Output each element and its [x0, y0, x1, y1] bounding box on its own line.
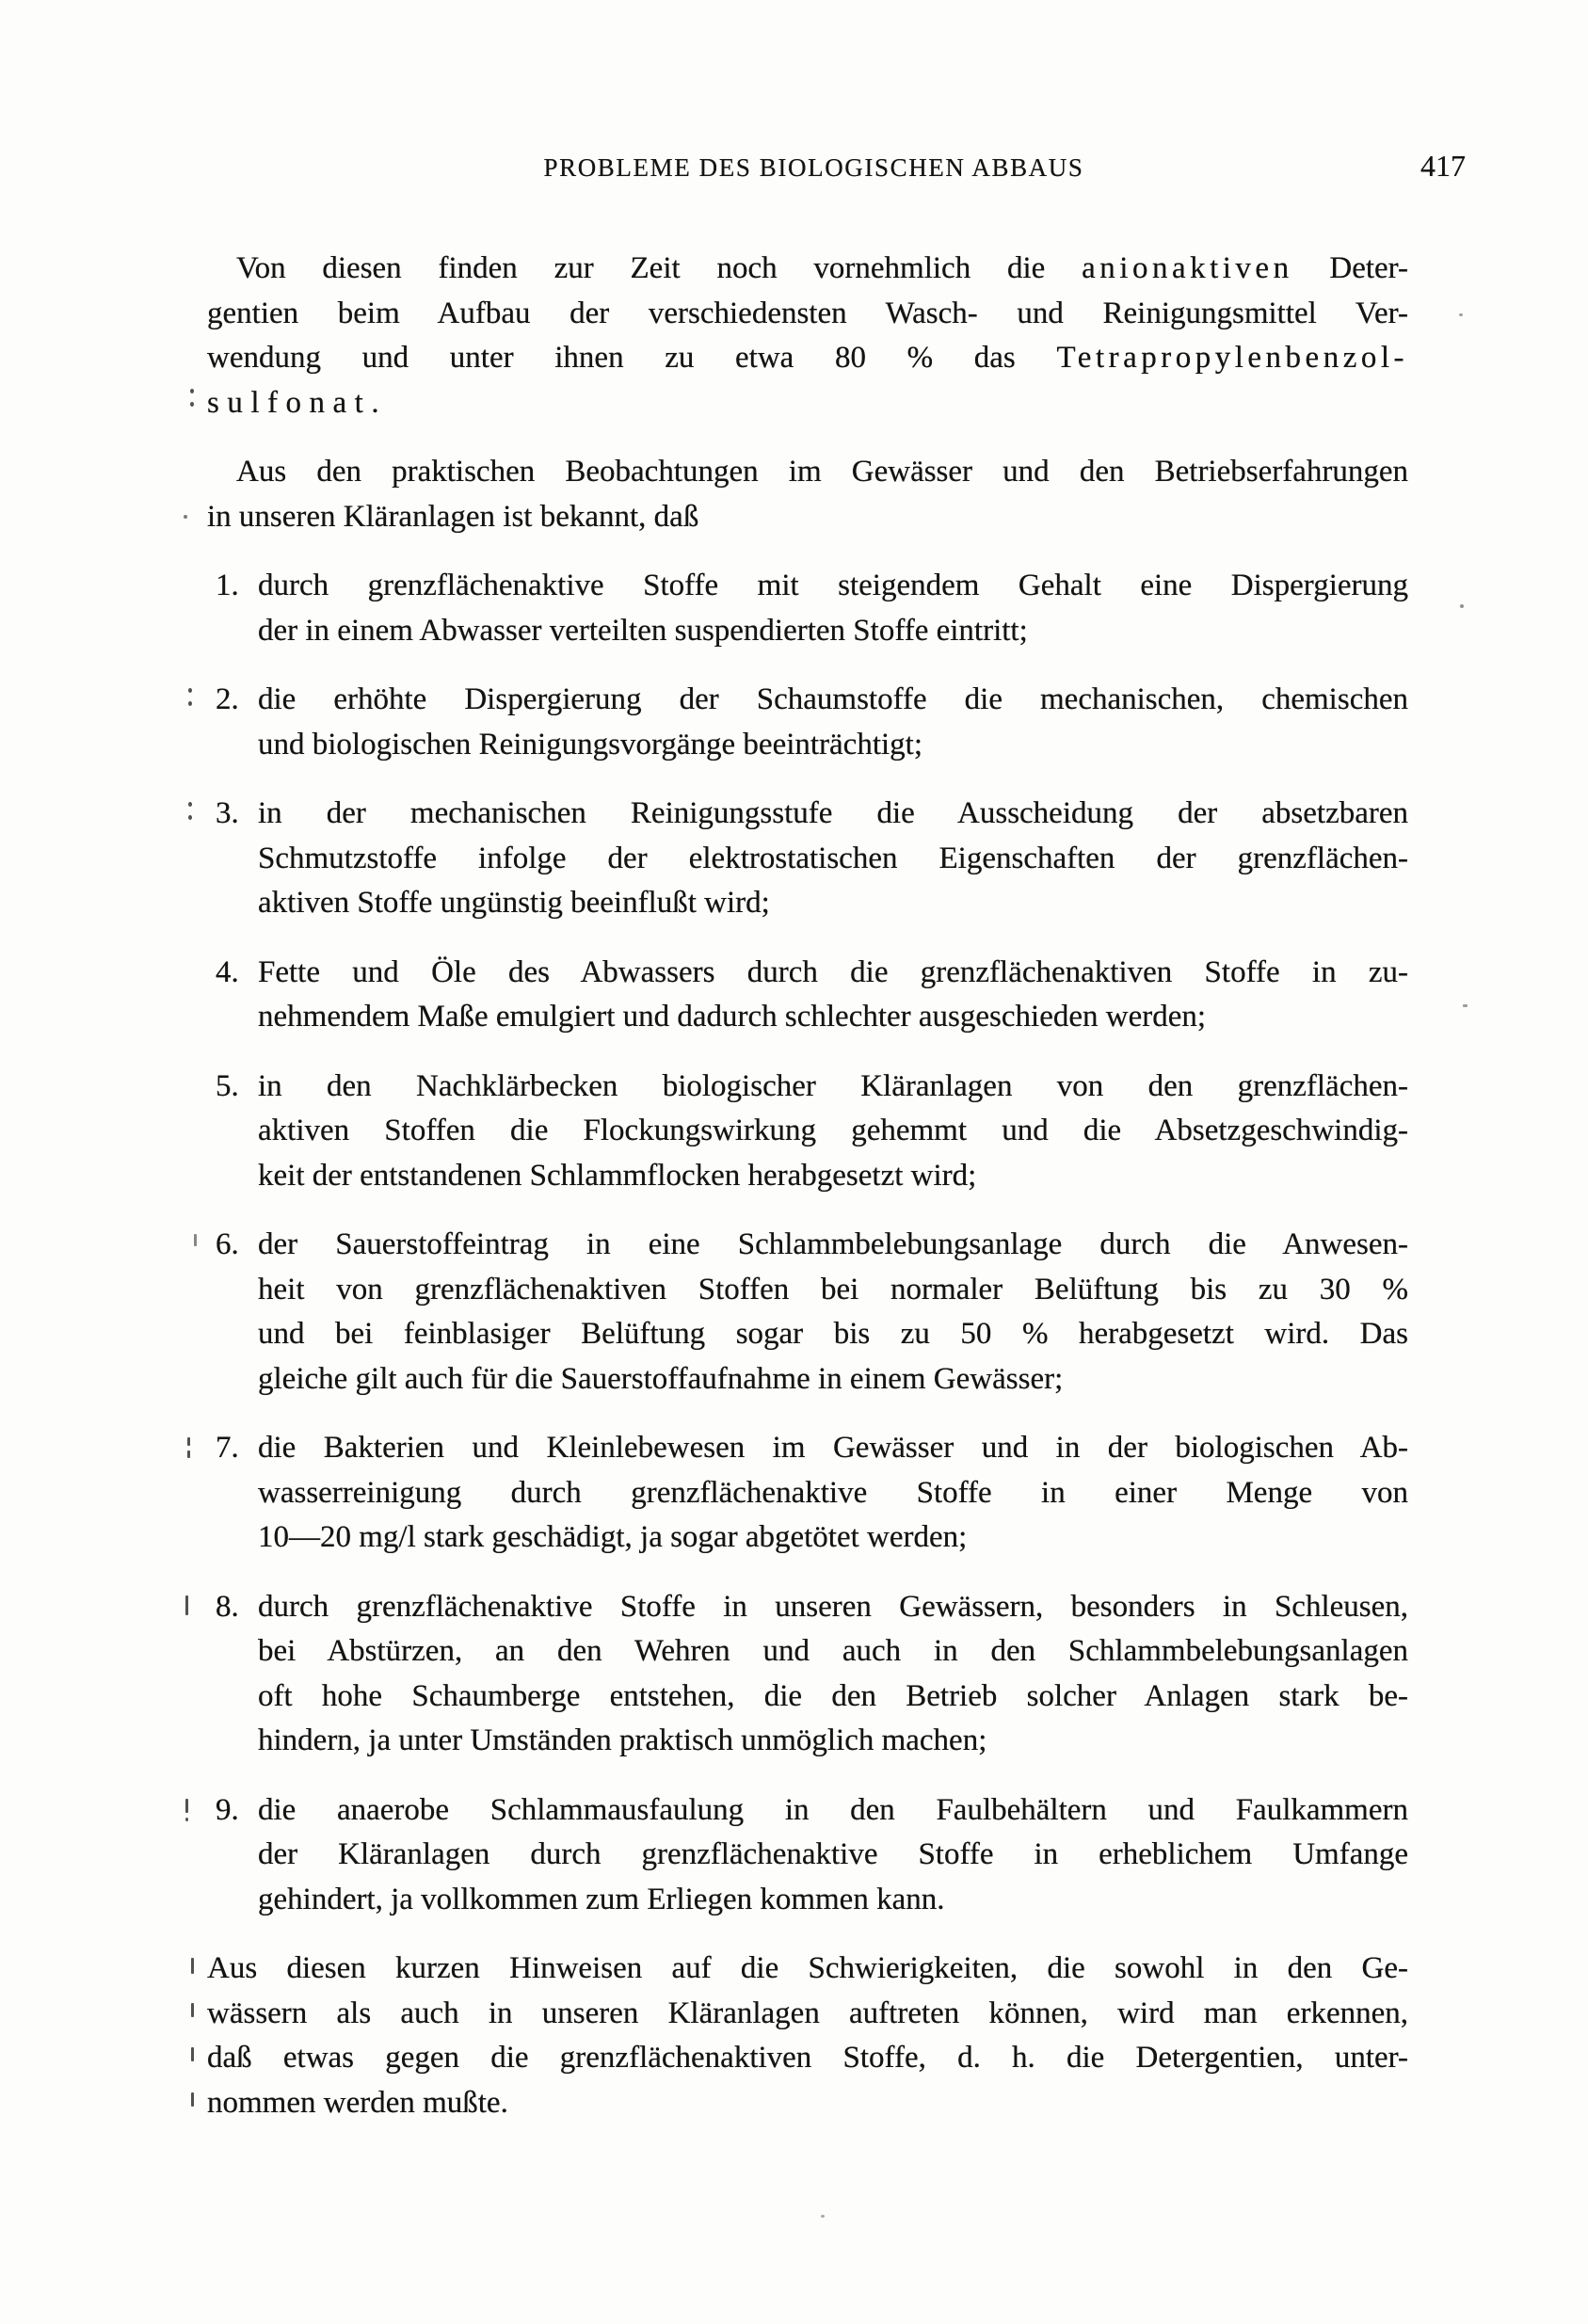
text-line: gehindert, ja vollkommen zum Erliegen kommen kann.	[258, 1882, 945, 1916]
list-item-2	[207, 678, 1408, 767]
page-body	[207, 247, 1408, 2150]
text-line: aktiven Stoffe ungünstig beeinflußt wird;	[258, 886, 770, 920]
text-line: bei Abstürzen, an den Wehren und auch in den Schlammbelebungsanlagen	[258, 1634, 1408, 1668]
page-header	[207, 149, 1466, 184]
text-line: aktiven Stoffen die Flockungswirkung gehemmt und die Absetzgeschwindig-	[258, 1114, 1408, 1147]
text-line: Fette und Öle des Abwassers durch die grenzflächenaktiven Stoffe in zu-	[258, 954, 1408, 989]
text-line: Aus den praktischen Beobachtungen im Gewässer und den Betriebserfahrungen	[236, 455, 1408, 489]
paragraph-intro	[207, 247, 1408, 425]
text-line: in der mechanischen Reinigungsstufe die Ausscheidung der absetzbaren	[258, 796, 1408, 830]
letterspaced-text: Tetrapropylenbenzol-	[1056, 341, 1408, 375]
text-line: die erhöhte Dispergierung der Schaumstoffe die mechanischen, chemischen	[258, 682, 1408, 716]
margin-artifact	[185, 1799, 188, 1813]
item-text	[258, 1585, 1408, 1764]
margin-artifact	[188, 815, 192, 820]
text-segment: Deter-	[1292, 251, 1408, 285]
running-head-title: PROBLEME DES BIOLOGISCHEN ABBAUS	[543, 153, 1084, 182]
item-text	[258, 951, 1408, 1040]
text-line: daß etwas gegen die grenzflächenaktiven Stoffe, d. h. die Detergentien, unter-	[207, 2041, 1408, 2075]
text-line: Schmutzstoffe infolge der elektrostatischen Eigenschaften der grenzflächen-	[258, 841, 1408, 875]
margin-artifact	[191, 1958, 194, 1974]
text-segment: wendung und unter ihnen zu etwa 80 % das	[207, 341, 1057, 375]
text-line	[207, 336, 1408, 381]
text-line: hindern, ja unter Umständen praktisch unmöglich machen;	[258, 1723, 987, 1757]
margin-artifact	[191, 2092, 194, 2107]
item-number: 9.	[216, 1792, 239, 1827]
list-item-8	[207, 1585, 1408, 1764]
paragraph-lead-in	[207, 450, 1408, 539]
margin-artifact	[1460, 604, 1464, 608]
margin-artifact	[194, 1234, 197, 1246]
margin-artifact	[188, 688, 192, 693]
list-item-5	[207, 1065, 1408, 1199]
item-number: 7.	[216, 1431, 239, 1465]
list-item-1	[207, 564, 1408, 653]
text-line: die anaerobe Schlammausfaulung in den Faulbehältern und Faulkammern	[258, 1792, 1408, 1827]
text-line	[207, 247, 1408, 292]
item-text	[258, 1788, 1408, 1923]
margin-artifact	[191, 2003, 194, 2017]
paragraph-closing	[207, 1947, 1408, 2125]
text-line: gleiche gilt auch für die Sauerstoffaufnahme in einem Gewässer;	[258, 1361, 1064, 1396]
text-line: oft hohe Schaumberge entstehen, die den Betrieb solcher Anlagen stark be-	[258, 1678, 1408, 1713]
margin-artifact	[188, 701, 192, 706]
item-text	[258, 1223, 1408, 1402]
margin-artifact	[187, 1450, 190, 1458]
text-line: keit der entstandenen Schlammflocken herabgesetzt wird;	[258, 1158, 977, 1193]
margin-artifact	[188, 802, 192, 807]
text-line: der Sauerstoffeintrag in eine Schlammbelebungsanlage durch die Anwesen-	[258, 1227, 1408, 1261]
item-number: 5.	[216, 1068, 239, 1103]
text-line: und bei feinblasiger Belüftung sogar bis zu 50 % herabgesetzt wird. Das	[258, 1317, 1408, 1351]
letterspaced-text: sulfonat.	[207, 385, 388, 420]
text-segment: Von diesen finden zur Zeit noch vornehmlich die	[236, 251, 1083, 285]
text-line: in unseren Kläranlagen ist bekannt, daß	[207, 499, 699, 534]
text-line: wässern als auch in unseren Kläranlagen auftreten können, wird man erkennen,	[207, 1995, 1408, 2030]
numbered-list	[207, 564, 1408, 1922]
text-line: der in einem Abwasser verteilten suspendierten Stoffe eintritt;	[258, 613, 1028, 648]
item-number: 4.	[216, 954, 239, 989]
text-line: die Bakterien und Kleinlebewesen im Gewässer und in der biologischen Ab-	[258, 1431, 1408, 1465]
margin-artifact	[185, 1595, 188, 1615]
margin-artifact	[184, 515, 187, 519]
margin-artifact	[187, 1437, 190, 1446]
item-text	[258, 678, 1408, 767]
list-item-3	[207, 792, 1408, 926]
text-line: gentien beim Aufbau der verschiedensten Wasch- und Reinigungsmittel Ver-	[207, 296, 1408, 330]
margin-artifact	[1459, 313, 1463, 316]
text-line: nehmendem Maße emulgiert und dadurch schlechter ausgeschieden werden;	[258, 1000, 1207, 1034]
item-text	[258, 1426, 1408, 1561]
text-line: wasserreinigung durch grenzflächenaktive Stoffe in einer Menge von	[258, 1475, 1408, 1510]
text-line: Aus diesen kurzen Hinweisen auf die Schwierigkeiten, die sowohl in den Ge-	[207, 1951, 1408, 1985]
list-item-6	[207, 1223, 1408, 1402]
text-line	[207, 381, 1408, 426]
margin-artifact	[185, 1818, 188, 1821]
item-text	[258, 792, 1408, 926]
list-item-4	[207, 951, 1408, 1040]
letterspaced-text: anionaktiven	[1082, 251, 1293, 285]
margin-artifact	[191, 2047, 194, 2061]
list-item-7	[207, 1426, 1408, 1561]
text-line: in den Nachklärbecken biologischer Kläranlagen von den grenzflächen-	[258, 1068, 1408, 1103]
list-item-9	[207, 1788, 1408, 1923]
text-line: und biologischen Reinigungsvorgänge beeinträchtigt;	[258, 727, 923, 761]
margin-artifact	[1463, 1004, 1468, 1007]
item-number: 1.	[216, 569, 239, 602]
item-text	[258, 564, 1408, 653]
text-line: durch grenzflächenaktive Stoffe mit steigendem Gehalt eine Dispergierung	[258, 569, 1408, 602]
page-number: 417	[1420, 149, 1466, 183]
text-line: durch grenzflächenaktive Stoffe in unseren Gewässern, besonders in Schleusen,	[258, 1589, 1408, 1624]
item-number: 3.	[216, 796, 239, 830]
text-line: 10—20 mg/l stark geschädigt, ja sogar abgetötet werden;	[258, 1520, 968, 1554]
item-number: 2.	[216, 682, 239, 716]
text-line: der Kläranlagen durch grenzflächenaktive Stoffe in erheblichem Umfange	[258, 1837, 1408, 1871]
margin-artifact	[821, 2215, 825, 2218]
margin-artifact	[190, 389, 194, 393]
item-number: 6.	[216, 1227, 239, 1261]
margin-artifact	[190, 402, 194, 407]
text-line: heit von grenzflächenaktiven Stoffen bei normaler Belüftung bis zu 30 %	[258, 1272, 1408, 1306]
text-line: nommen werden mußte.	[207, 2085, 508, 2120]
item-text	[258, 1065, 1408, 1199]
item-number: 8.	[216, 1589, 239, 1624]
